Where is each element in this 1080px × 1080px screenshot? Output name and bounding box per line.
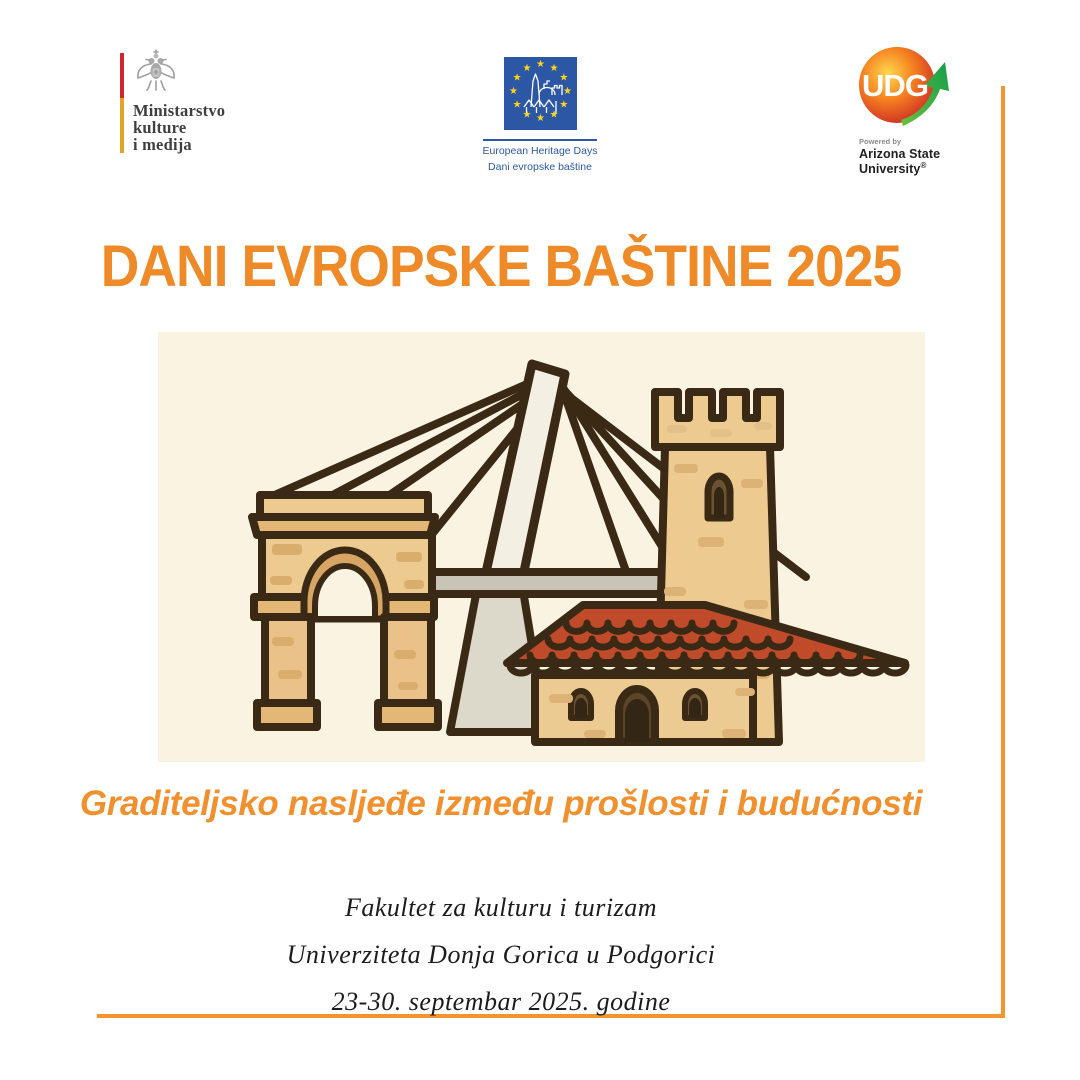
ministry-name-line1: Ministarstvo [133, 101, 226, 120]
stone-house-red-roof [507, 605, 906, 742]
ministry-name-line2: kulture [133, 118, 187, 137]
ministry-logo [120, 48, 225, 153]
ehd-label-en: European Heritage Days [482, 145, 598, 157]
udg-university: Arizona State University® [859, 147, 941, 177]
udg-powered-by: Powered by [859, 137, 902, 146]
montenegro-coat-of-arms-icon [133, 48, 179, 94]
svg-text:★: ★ [549, 109, 558, 121]
ministry-flag-bar [120, 53, 124, 153]
ehd-divider [483, 139, 597, 141]
eu-stars-heritage-icon [504, 57, 577, 130]
organizer-line1: Fakultet za kulturu i turizam [344, 893, 658, 922]
poster-title: DANI EVROPSKE BAŠTINE 2025 [100, 234, 902, 299]
svg-text:★: ★ [562, 86, 572, 98]
ministry-name-line3: i medija [133, 135, 192, 154]
svg-text:★: ★ [512, 72, 522, 84]
poster-subtitle: Graditeljsko nasljeđe između prošlosti i budućnosti [79, 784, 923, 823]
event-details [0, 884, 1002, 1025]
european-heritage-days-logo [460, 57, 620, 174]
svg-text:★: ★ [508, 86, 518, 98]
triumphal-arch [252, 495, 438, 727]
udg-acronym: UDG [862, 68, 928, 103]
svg-text:★: ★ [558, 72, 568, 84]
ehd-label-local: Dani evropske baštine [488, 161, 592, 173]
organizer-line2: Univerziteta Donja Gorica u Podgorici [286, 940, 716, 969]
svg-text:★: ★ [558, 99, 568, 111]
svg-text:★: ★ [522, 109, 531, 121]
event-date: 23-30. septembar 2025. godine [331, 987, 671, 1016]
landmarks-illustration [158, 332, 925, 762]
frame-right-line [1001, 86, 1005, 1018]
svg-text:★: ★ [549, 62, 558, 74]
udg-globe-arrow-icon [845, 44, 965, 130]
registered-mark: ® [920, 161, 927, 170]
svg-text:★: ★ [535, 113, 545, 125]
svg-text:★: ★ [535, 59, 545, 71]
svg-text:★: ★ [522, 62, 531, 74]
udg-logo [845, 44, 975, 176]
svg-text:★: ★ [512, 99, 522, 111]
